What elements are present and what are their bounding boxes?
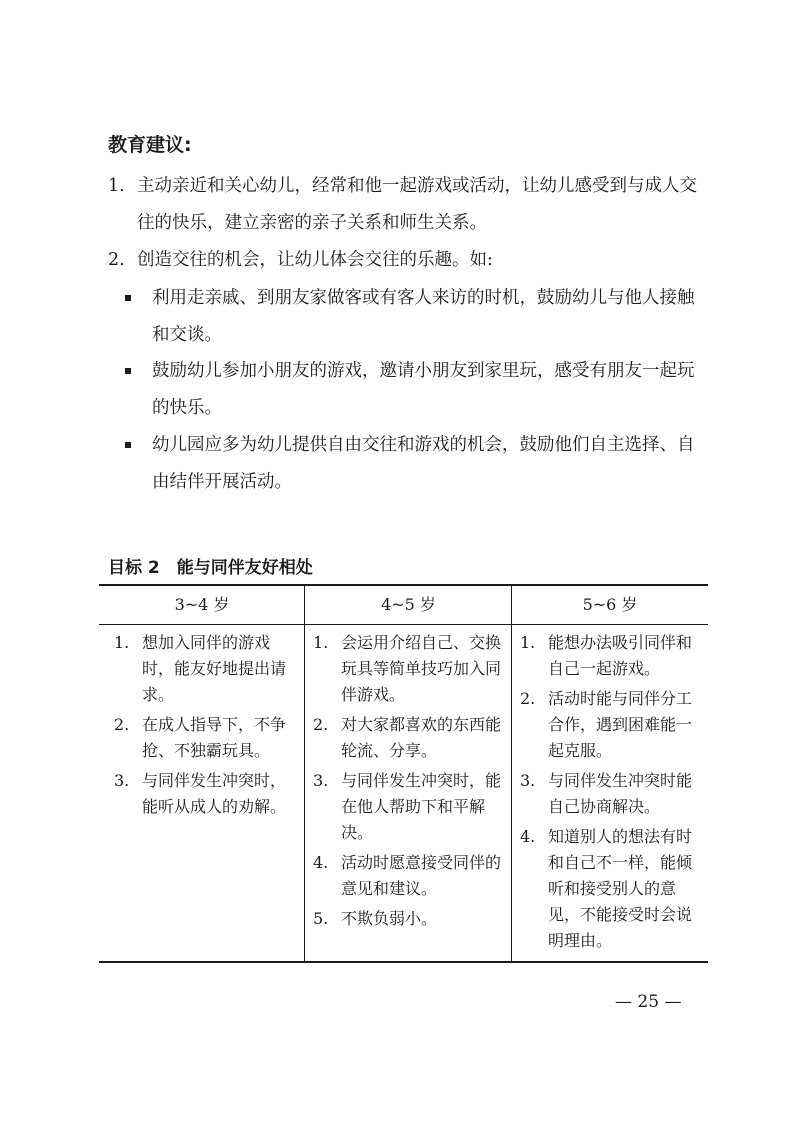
goal-item-number: 2.	[520, 689, 536, 708]
advice-bullet-3	[125, 427, 705, 501]
goal-list-item	[114, 630, 299, 708]
goal-list-item	[520, 824, 700, 954]
goal-list-item	[313, 768, 501, 846]
column-header-5-6: 5~6 岁	[582, 595, 638, 614]
goal-item-text: 与同伴发生冲突时能自己协商解决。	[548, 771, 693, 816]
header-divider	[99, 624, 708, 625]
goal-item-text: 不欺负弱小。	[341, 909, 438, 928]
goal-list-item	[313, 630, 501, 708]
advice-bullet-2	[125, 353, 705, 427]
column-4-5	[313, 630, 501, 936]
goal-item-text: 能想办法吸引同伴和自己一起游戏。	[548, 633, 693, 678]
goal-list-item	[520, 630, 700, 682]
goal-item-text: 与同伴发生冲突时，能在他人帮助下和平解决。	[341, 771, 502, 842]
goal-list-item	[520, 768, 700, 820]
column-3-4	[114, 630, 299, 824]
column-divider	[304, 586, 305, 961]
goal-item-number: 2.	[114, 715, 130, 734]
column-header-4-5: 4~5 岁	[381, 595, 436, 614]
goal-list-item	[114, 768, 299, 820]
advice-item-number: 1.	[108, 176, 125, 196]
advice-item-1	[108, 168, 708, 242]
column-header-3-4: 3~4 岁	[174, 595, 230, 614]
goal-table	[99, 584, 708, 963]
goal-item-number: 5.	[313, 909, 329, 928]
square-bullet-icon	[125, 442, 131, 448]
page-number: — 25 —	[615, 992, 682, 1012]
advice-bullet-text: 鼓励幼儿参加小朋友的游戏，邀请小朋友到家里玩，感受有朋友一起玩的快乐。	[152, 361, 695, 418]
goal-item-text: 知道别人的想法有时和自己不一样，能倾听和接受别人的意见，不能接受时会说明理由。	[548, 827, 693, 950]
goal-item-text: 对大家都喜欢的东西能轮流、分享。	[341, 715, 502, 760]
goal-list-item	[313, 906, 501, 932]
goal-item-number: 3.	[313, 771, 329, 790]
goal-list-item	[114, 712, 299, 764]
square-bullet-icon	[125, 368, 131, 374]
goal-item-text: 在成人指导下，不争抢、不独霸玩具。	[142, 715, 287, 760]
column-5-6	[520, 630, 700, 958]
advice-bullet-text: 幼儿园应多为幼儿提供自由交往和游戏的机会，鼓励他们自主选择、自由结伴开展活动。	[152, 435, 695, 492]
goal-list-item	[313, 850, 501, 902]
goal-item-text: 想加入同伴的游戏时，能友好地提出请求。	[142, 633, 287, 704]
goal-item-number: 1.	[520, 633, 536, 652]
goal-item-text: 会运用介绍自己、交换玩具等简单技巧加入同伴游戏。	[341, 633, 502, 704]
goal-item-text: 活动时能与同伴分工合作，遇到困难能一起克服。	[548, 689, 693, 760]
column-divider	[511, 586, 512, 961]
goal-item-number: 4.	[520, 827, 536, 846]
goal-item-number: 4.	[313, 853, 329, 872]
advice-item-text: 主动亲近和关心幼儿，经常和他一起游戏或活动，让幼儿感受到与成人交往的快乐，建立亲密的亲子关系和师生关系。	[137, 176, 697, 233]
advice-bullet-1	[125, 280, 705, 354]
advice-bullet-text: 利用走亲戚、到朋友家做客或有客人来访的时机，鼓励幼儿与他人接触和交谈。	[152, 288, 695, 345]
goal-item-text: 与同伴发生冲突时，能听从成人的劝解。	[142, 771, 287, 816]
goal-item-number: 2.	[313, 715, 329, 734]
goal-item-number: 1.	[114, 633, 130, 652]
goal-list-item	[520, 686, 700, 764]
advice-item-text: 创造交往的机会，让幼儿体会交往的乐趣。如:	[137, 250, 493, 270]
goal-item-number: 1.	[313, 633, 329, 652]
advice-heading: 教育建议:	[108, 134, 192, 156]
goal-list-item	[313, 712, 501, 764]
advice-item-2	[108, 242, 708, 279]
goal-item-number: 3.	[520, 771, 536, 790]
goal-table-title: 目标 2 能与同伴友好相处	[108, 558, 313, 578]
goal-item-text: 活动时愿意接受同伴的意见和建议。	[341, 853, 502, 898]
advice-item-number: 2.	[108, 250, 125, 270]
square-bullet-icon	[125, 295, 131, 301]
goal-item-number: 3.	[114, 771, 130, 790]
